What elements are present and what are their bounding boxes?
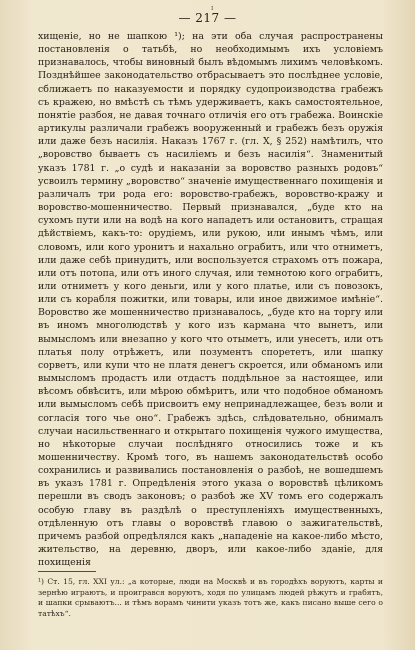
- body-paragraph: хищенiе, но не шапкою ¹); на эти оба случая распространены постановленiя о татьбѣ, но необходимымъ ихъ условiемъ признавалось, чтобы виновный былъ вѣдомымъ лихимъ человѣкомъ. Позднѣйшее законодательство отбрасываетъ это послѣднее условiе, сближаетъ по наказуемости и порядку судопроизводства грабежъ съ кражею, но вмѣстѣ съ тѣмъ удерживаетъ, какъ самостоятельное, понятiе разбоя, не давая точнаго отличiя его отъ грабежа. Воинскiе артикулы различали грабежъ вооруженный и грабежъ безъ оружiя или даже безъ насилiя. Наказъ 1767 г. (гл. X, § 252) намѣтилъ, что „воровство бываетъ съ насилiемъ и безъ насилiя“. Знаменитый указъ 1781 г. „о судѣ и наказанiи за воровство разныхъ родовъ“ усвоилъ термину „воровство“ значенiе имущественнаго похищенiя и различалъ три рода его: воровство-грабежъ, воровство-кражу и воровство-мошенничество. Первый признавался, „буде кто на сухомъ пути или на водѣ на кого нападетъ или остановитъ, стращая дѣйствiемъ, какъ-то: орудiемъ, или рукою, или инымъ чѣмъ, или словомъ, или кого уронитъ и нахально ограбитъ, или что отниметъ, или даже себѣ принудитъ, или воспользуется страхомъ отъ пожара, или отъ потопа, или отъ иного случая, или темнотою кого ограбитъ, или отниметъ у кого деньги, или у кого платье, или съ повозокъ, или съ корабля пожитки, или товары, или иное движимое имѣнiе“. Воровство же мошенничество признавалось, „буде кто на торгу или въ иномъ многолюдствѣ у кого изъ кармана что вынетъ, или вымысломъ или внезапно у кого что отыметъ, или унесетъ, или отъ платья полу отрѣжетъ, или позументъ спорететъ, или шапку сорветъ, или купи что не платя денегъ скроется, или обманомъ или вымысломъ продастъ или отдастъ поддѣльное за настоящее, или вѣсомъ обвѣситъ, или мѣрою обмѣритъ, или что подобное обманомъ или вымысломъ себѣ присвоитъ ему непринадлежащее, безъ воли и согласiя того чье оно“. Грабежъ здѣсь, слѣдовательно, обнималъ случаи насильственнаго и открытаго похищенiя чужого имущества, но нѣкоторые случаи послѣдняго относились тоже и къ мошенничеству. Кромѣ того, въ нашемъ законодательствѣ особо сохранились и развивались постановленiя о разбоѣ, не вошедшемъ въ указъ 1781 г. Опредѣленiя этого указа о воровствѣ цѣликомъ перешли въ сводъ законовъ; о разбоѣ же XV томъ его содержалъ особую главу въ раздѣлѣ о преступленiяхъ имущественныхъ, отдѣленную отъ главы о воровствѣ главою о зажигательствѣ, причемъ разбой опредѣлялся какъ „нападенiе на какое-либо мѣсто, жительство, на деревню, дворъ, или какое-либо зданiе, для похищенiя: [38, 31, 383, 569]
- body-text: [38, 30, 383, 569]
- top-mark: ɪ: [211, 4, 214, 12]
- page-number: — 217 —: [178, 11, 237, 25]
- footnote: ¹) Ст. 15, гл. XXI ул.: „а которые, люди на Москвѣ и въ городѣхъ воруютъ, карты и зернѣю играютъ, и проигрався воруютъ, ходя по улицамъ людей рѣжутъ и грабятъ, и шапки срываютъ... и тѣмъ ворамъ чинити указъ тотъ же, какъ писано выше сего о татѣхъ“.: [38, 577, 383, 618]
- footnote-divider: [38, 571, 96, 572]
